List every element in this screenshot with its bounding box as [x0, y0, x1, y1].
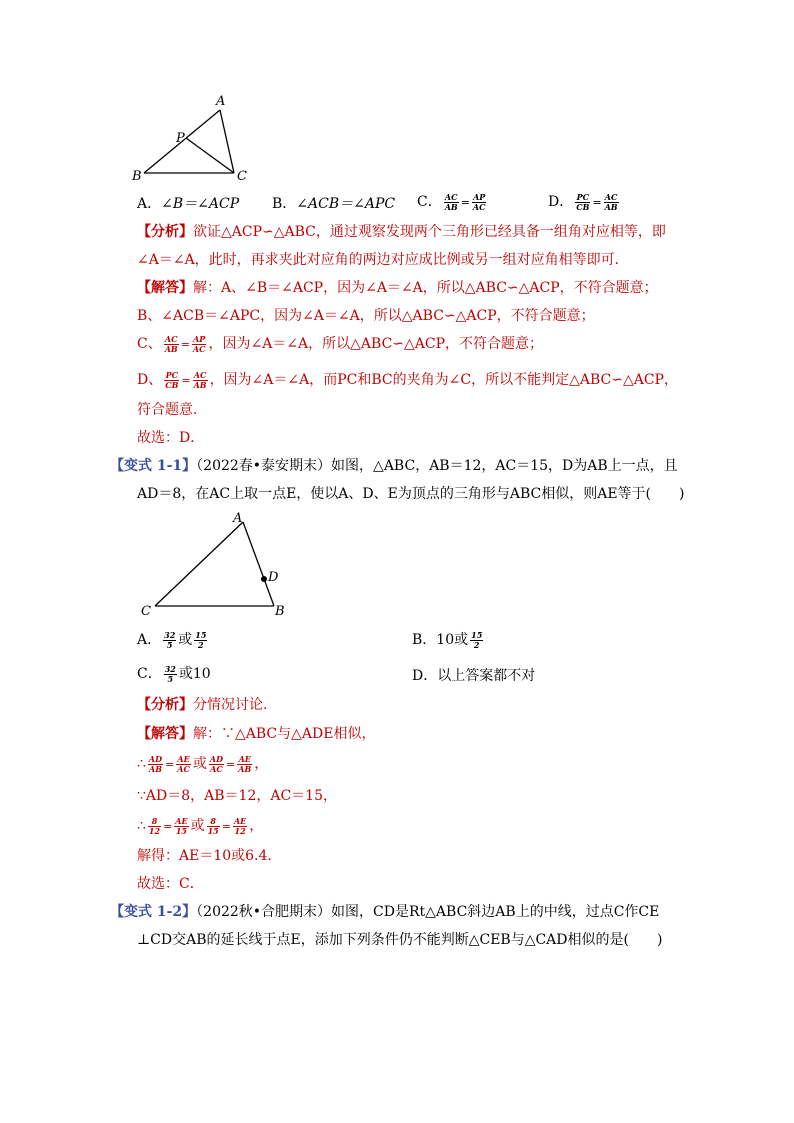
q1-solution-line-2: B、∠ACB＝∠APC，因为∠A＝∠A，所以△ABC∽△ACP，不符合题意； — [137, 308, 595, 324]
vertex-b-label: B — [132, 169, 142, 184]
solution-text: 解：∵△ABC与△ADE相似， — [193, 726, 376, 742]
q1-solution-line-3: C、 $\frac{AC}{AB}$ = $\frac{AP}{AC}$ ，因为∠A＝∠A，所以△ABC∽△ACP，不符合题意； — [137, 333, 544, 354]
option-b — [272, 194, 395, 214]
triangle-abc-d-figure — [135, 505, 295, 620]
option-letter: A． — [137, 632, 162, 648]
option-c: C． $\frac{AC}{AB}$ = $\frac{AP}{AC}$ — [417, 191, 486, 212]
option-letter: D． — [548, 194, 574, 210]
variant-tag: 【变式 1-2】 — [110, 904, 197, 920]
variant-1-2-line-2: ⊥CD交AB的延长线于点E，添加下列条件仍不能判断△CEB与△CAD相似的是( ) — [137, 932, 663, 948]
option-text: ∠ACB＝∠APC — [296, 196, 396, 212]
point-d-label: D — [268, 570, 279, 585]
variant-1-1-line-2: AD＝8，在AC上取一点E，使以A、D、E为顶点的三角形与ABC相似，则AE等于( ) — [137, 486, 685, 502]
v11-analysis — [137, 695, 267, 715]
solution-text: 解：A、∠B＝∠ACP，因为∠A＝∠A，所以△ABC∽△ACP，不符合题意； — [193, 280, 658, 296]
variant-tag: 【变式 1-1】 — [110, 458, 197, 474]
v11-option-b: B．10或 $\frac{15}{2}$ — [412, 629, 483, 650]
option-letter: B． — [412, 632, 437, 648]
q1-analysis-line-1 — [137, 222, 666, 242]
variant-1-1-line-1 — [110, 456, 678, 476]
option-d: D． $\frac{PC}{CB}$ = $\frac{AC}{AB}$ — [548, 191, 618, 212]
v11-answer: 故选：C． — [137, 876, 204, 892]
option-a — [137, 194, 239, 214]
option-text: ∠B＝∠ACP — [161, 196, 240, 212]
fraction: $\frac{AP}{AC}$ — [472, 191, 486, 212]
option-letter: B． — [272, 196, 297, 212]
v11-option-a: A． $\frac{32}{5}$ 或 $\frac{15}{2}$ — [137, 629, 207, 650]
variant-text: （2022秋•合肥期末）如图，CD是Rt△ABC斜边AB上的中线，过点C作CE — [196, 904, 660, 920]
option-letter: C． — [417, 194, 442, 210]
vertex-a-label: A — [233, 511, 243, 526]
q1-answer: 故选：D． — [137, 430, 205, 446]
analysis-text: 欲证△ACP∽△ABC，通过观察发现两个三角形已经具备一组角对应相等，即 — [193, 224, 666, 240]
analysis-tag: 【分析】 — [137, 224, 193, 240]
variant-1-2-line-1 — [110, 902, 659, 922]
option-letter: C． — [137, 666, 162, 682]
variant-text: （2022春•泰安期末）如图，△ABC，AB＝12，AC＝15，D为AB上一点，且 — [196, 458, 678, 474]
v11-solution-line-2: ∴ $\frac{AD}{AB}$ = $\frac{AE}{AC}$ 或 $\frac{AD}{AC}$ = $\frac{AE}{AB}$ ， — [137, 753, 269, 774]
v11-option-c: C． $\frac{32}{5}$ 或10 — [137, 663, 211, 684]
option-letter: A． — [137, 196, 162, 212]
v11-option-d: D．以上答案都不对 — [412, 668, 536, 684]
q1-solution-line-5: 符合题意． — [137, 402, 207, 418]
fraction: $\frac{PC}{CB}$ — [576, 191, 590, 212]
analysis-tag: 【分析】 — [137, 697, 193, 713]
v11-solution-line-1 — [137, 724, 375, 744]
solution-tag: 【解答】 — [137, 726, 193, 742]
v11-solution-line-5: 解得：AE＝10或6.4． — [137, 848, 282, 864]
vertex-c-label: C — [237, 169, 247, 184]
option-letter: D． — [412, 668, 438, 684]
vertex-b-label: B — [275, 604, 285, 619]
v11-solution-line-4: ∴ $\frac{8}{12}$ = $\frac{AE}{15}$ 或 $\frac{8}{15}$ = $\frac{AE}{12}$ ， — [137, 815, 264, 836]
fraction: $\frac{AC}{AB}$ — [444, 191, 458, 212]
solution-tag: 【解答】 — [137, 280, 193, 296]
v11-solution-line-3: ∵AD＝8，AB＝12，AC＝15， — [137, 788, 337, 804]
vertex-a-label: A — [216, 94, 226, 109]
vertex-c-label: C — [141, 604, 151, 619]
q1-solution-line-1 — [137, 278, 658, 298]
q1-solution-line-4: D、 $\frac{PC}{CB}$ = $\frac{AC}{AB}$ ，因为∠A＝∠A，而PC和BC的夹角为∠C，所以不能判定△ABC∽△ACP， — [137, 369, 678, 390]
analysis-text: 分情况讨论. — [193, 697, 268, 713]
fraction: $\frac{AC}{AB}$ — [604, 191, 618, 212]
triangle-apc-figure — [130, 90, 260, 185]
point-p-label: P — [176, 131, 185, 146]
q1-analysis-line-2: ∠A＝∠A，此时，再求夹此对应角的两边对应成比例或另一组对应角相等即可． — [137, 252, 629, 268]
